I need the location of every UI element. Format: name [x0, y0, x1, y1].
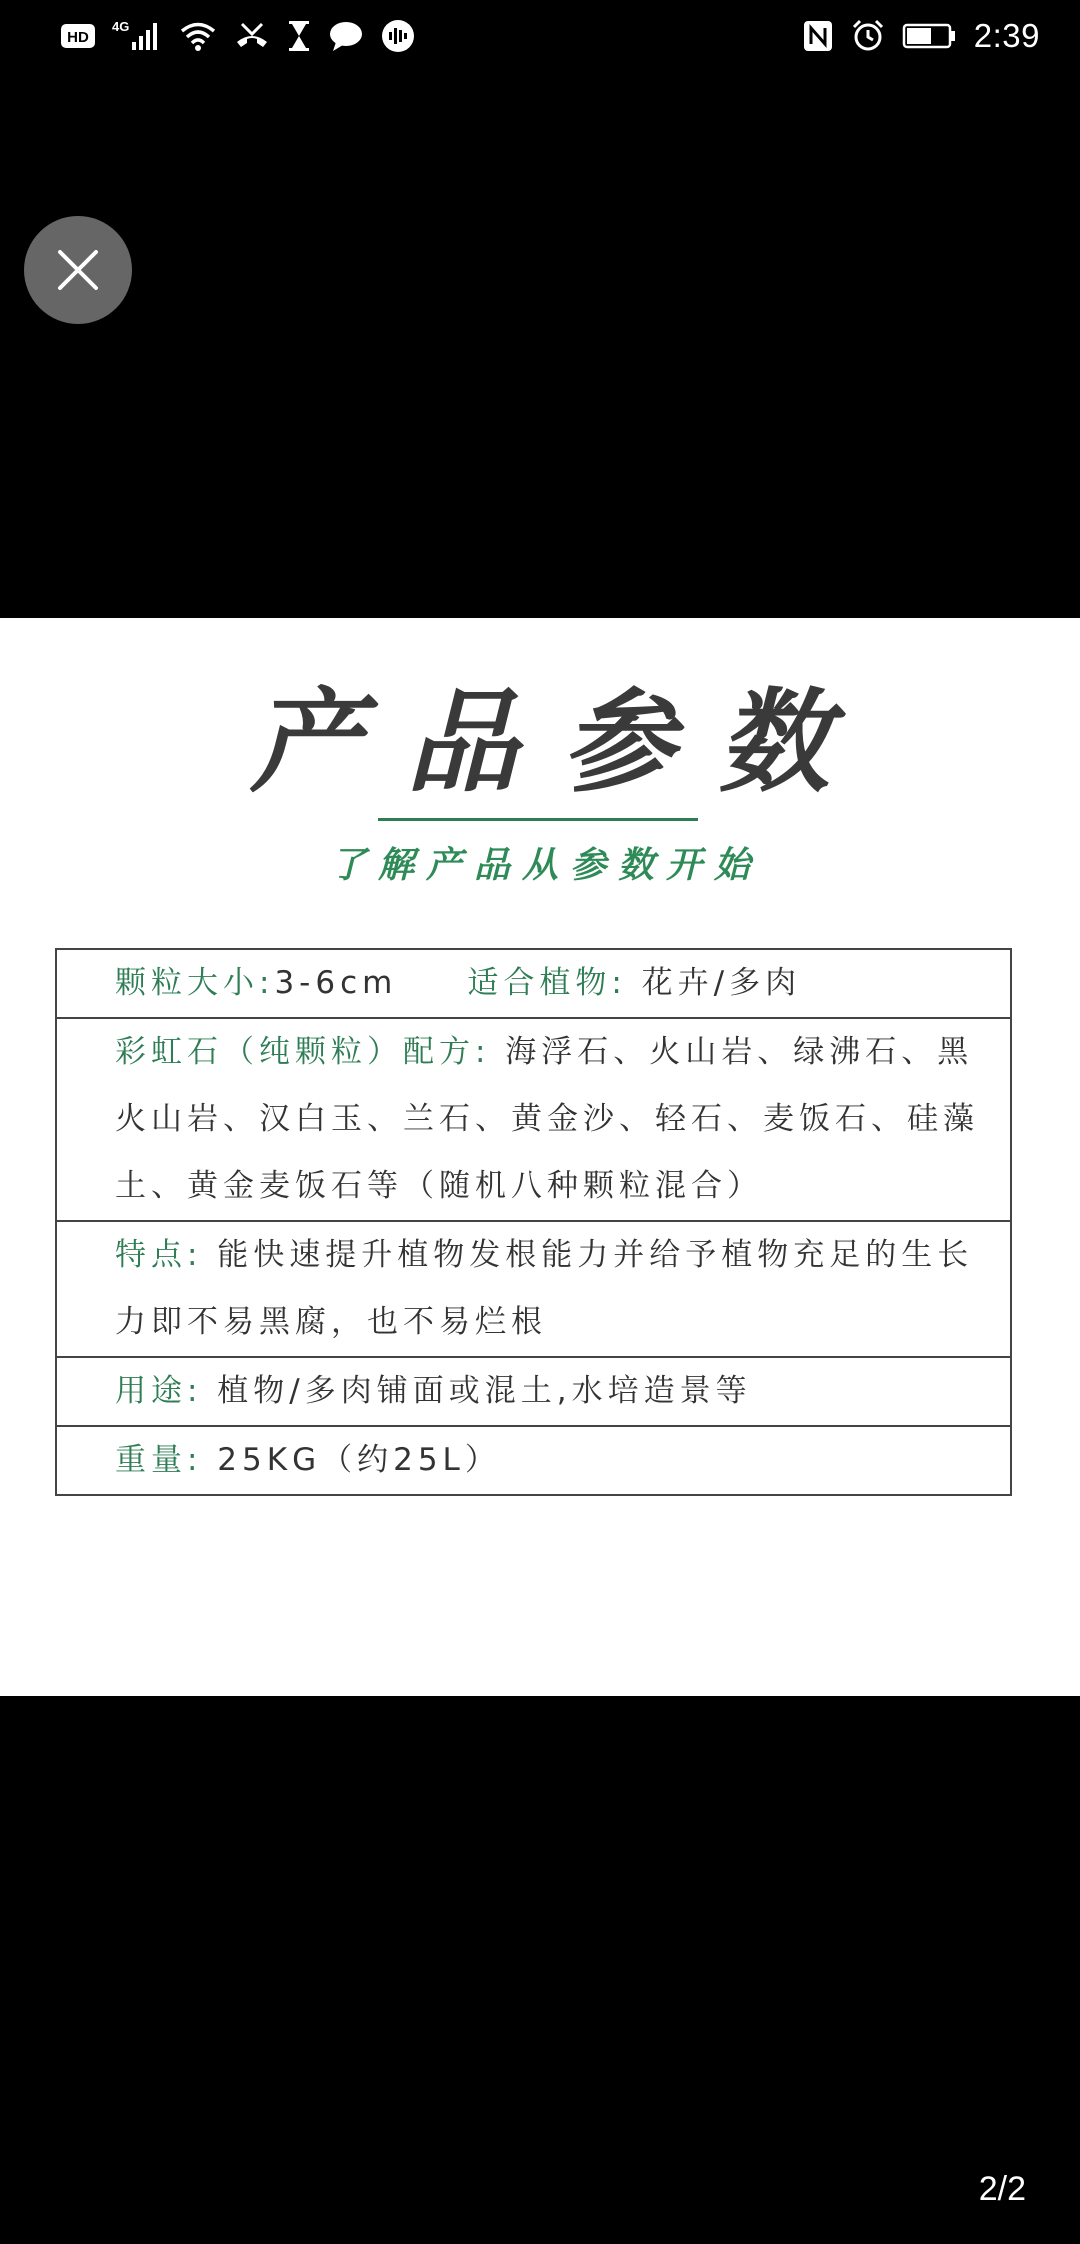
- spec-label-formula: 彩虹石（纯颗粒）配方:: [115, 1034, 491, 1070]
- missed-call-icon: [234, 18, 270, 54]
- hd-icon: [60, 18, 96, 54]
- spec-label-usage: 用途:: [115, 1373, 203, 1409]
- product-image[interactable]: [0, 618, 1080, 1696]
- spec-value-weight: 25KG（约25L）: [202, 1442, 501, 1478]
- status-left-icons: [60, 14, 416, 58]
- spec-row-features: [57, 1220, 1010, 1356]
- spec-label-size: 颗粒大小:: [115, 965, 275, 1001]
- voice-icon: [380, 18, 416, 54]
- wifi-icon: [178, 18, 218, 54]
- spec-row-formula: [57, 1017, 1010, 1220]
- image-title: 产品参数: [250, 677, 874, 808]
- clock-time: 2:39: [973, 17, 1040, 54]
- alarm-icon: [850, 18, 886, 54]
- svg-text:4G: 4G: [112, 19, 130, 34]
- spec-table: [55, 948, 1012, 1496]
- battery-icon: [902, 18, 958, 54]
- chat-bubble-icon: [328, 18, 364, 54]
- spec-value-features: 能快速提升植物发根能力并给予植物充足的生长力即不易黑腐，也不易烂根: [115, 1237, 974, 1340]
- page-indicator: 2/2: [978, 2170, 1026, 2208]
- spec-label-weight: 重量:: [115, 1442, 203, 1478]
- spec-label-features: 特点:: [115, 1237, 203, 1273]
- spec-label-plants: 适合植物:: [467, 965, 627, 1001]
- spec-value-plants: 花卉/多肉: [626, 965, 802, 1001]
- hourglass-icon: [286, 18, 312, 54]
- close-icon: [54, 246, 102, 294]
- status-bar: [0, 0, 1080, 72]
- close-button[interactable]: [24, 216, 132, 324]
- spec-row-weight: [57, 1425, 1010, 1494]
- spec-value-size: 3-6cm: [274, 965, 398, 1001]
- svg-text:HD: HD: [67, 29, 89, 46]
- status-right-icons: [802, 14, 1040, 58]
- spec-value-usage: 植物/多肉铺面或混土,水培造景等: [202, 1373, 752, 1409]
- title-divider: [378, 818, 698, 821]
- image-subtitle: 了解产品从参数开始: [329, 844, 762, 886]
- spec-row-size: [57, 950, 1010, 1017]
- signal-4g-icon: [112, 18, 162, 54]
- spec-value-formula: 海浮石、火山岩、绿沸石、黑火山岩、汉白玉、兰石、黄金沙、轻石、麦饭石、硅藻土、黄金麦饭石等（随机八种颗粒混合）: [115, 1034, 979, 1204]
- nfc-icon: [802, 18, 834, 54]
- spec-row-usage: [57, 1356, 1010, 1425]
